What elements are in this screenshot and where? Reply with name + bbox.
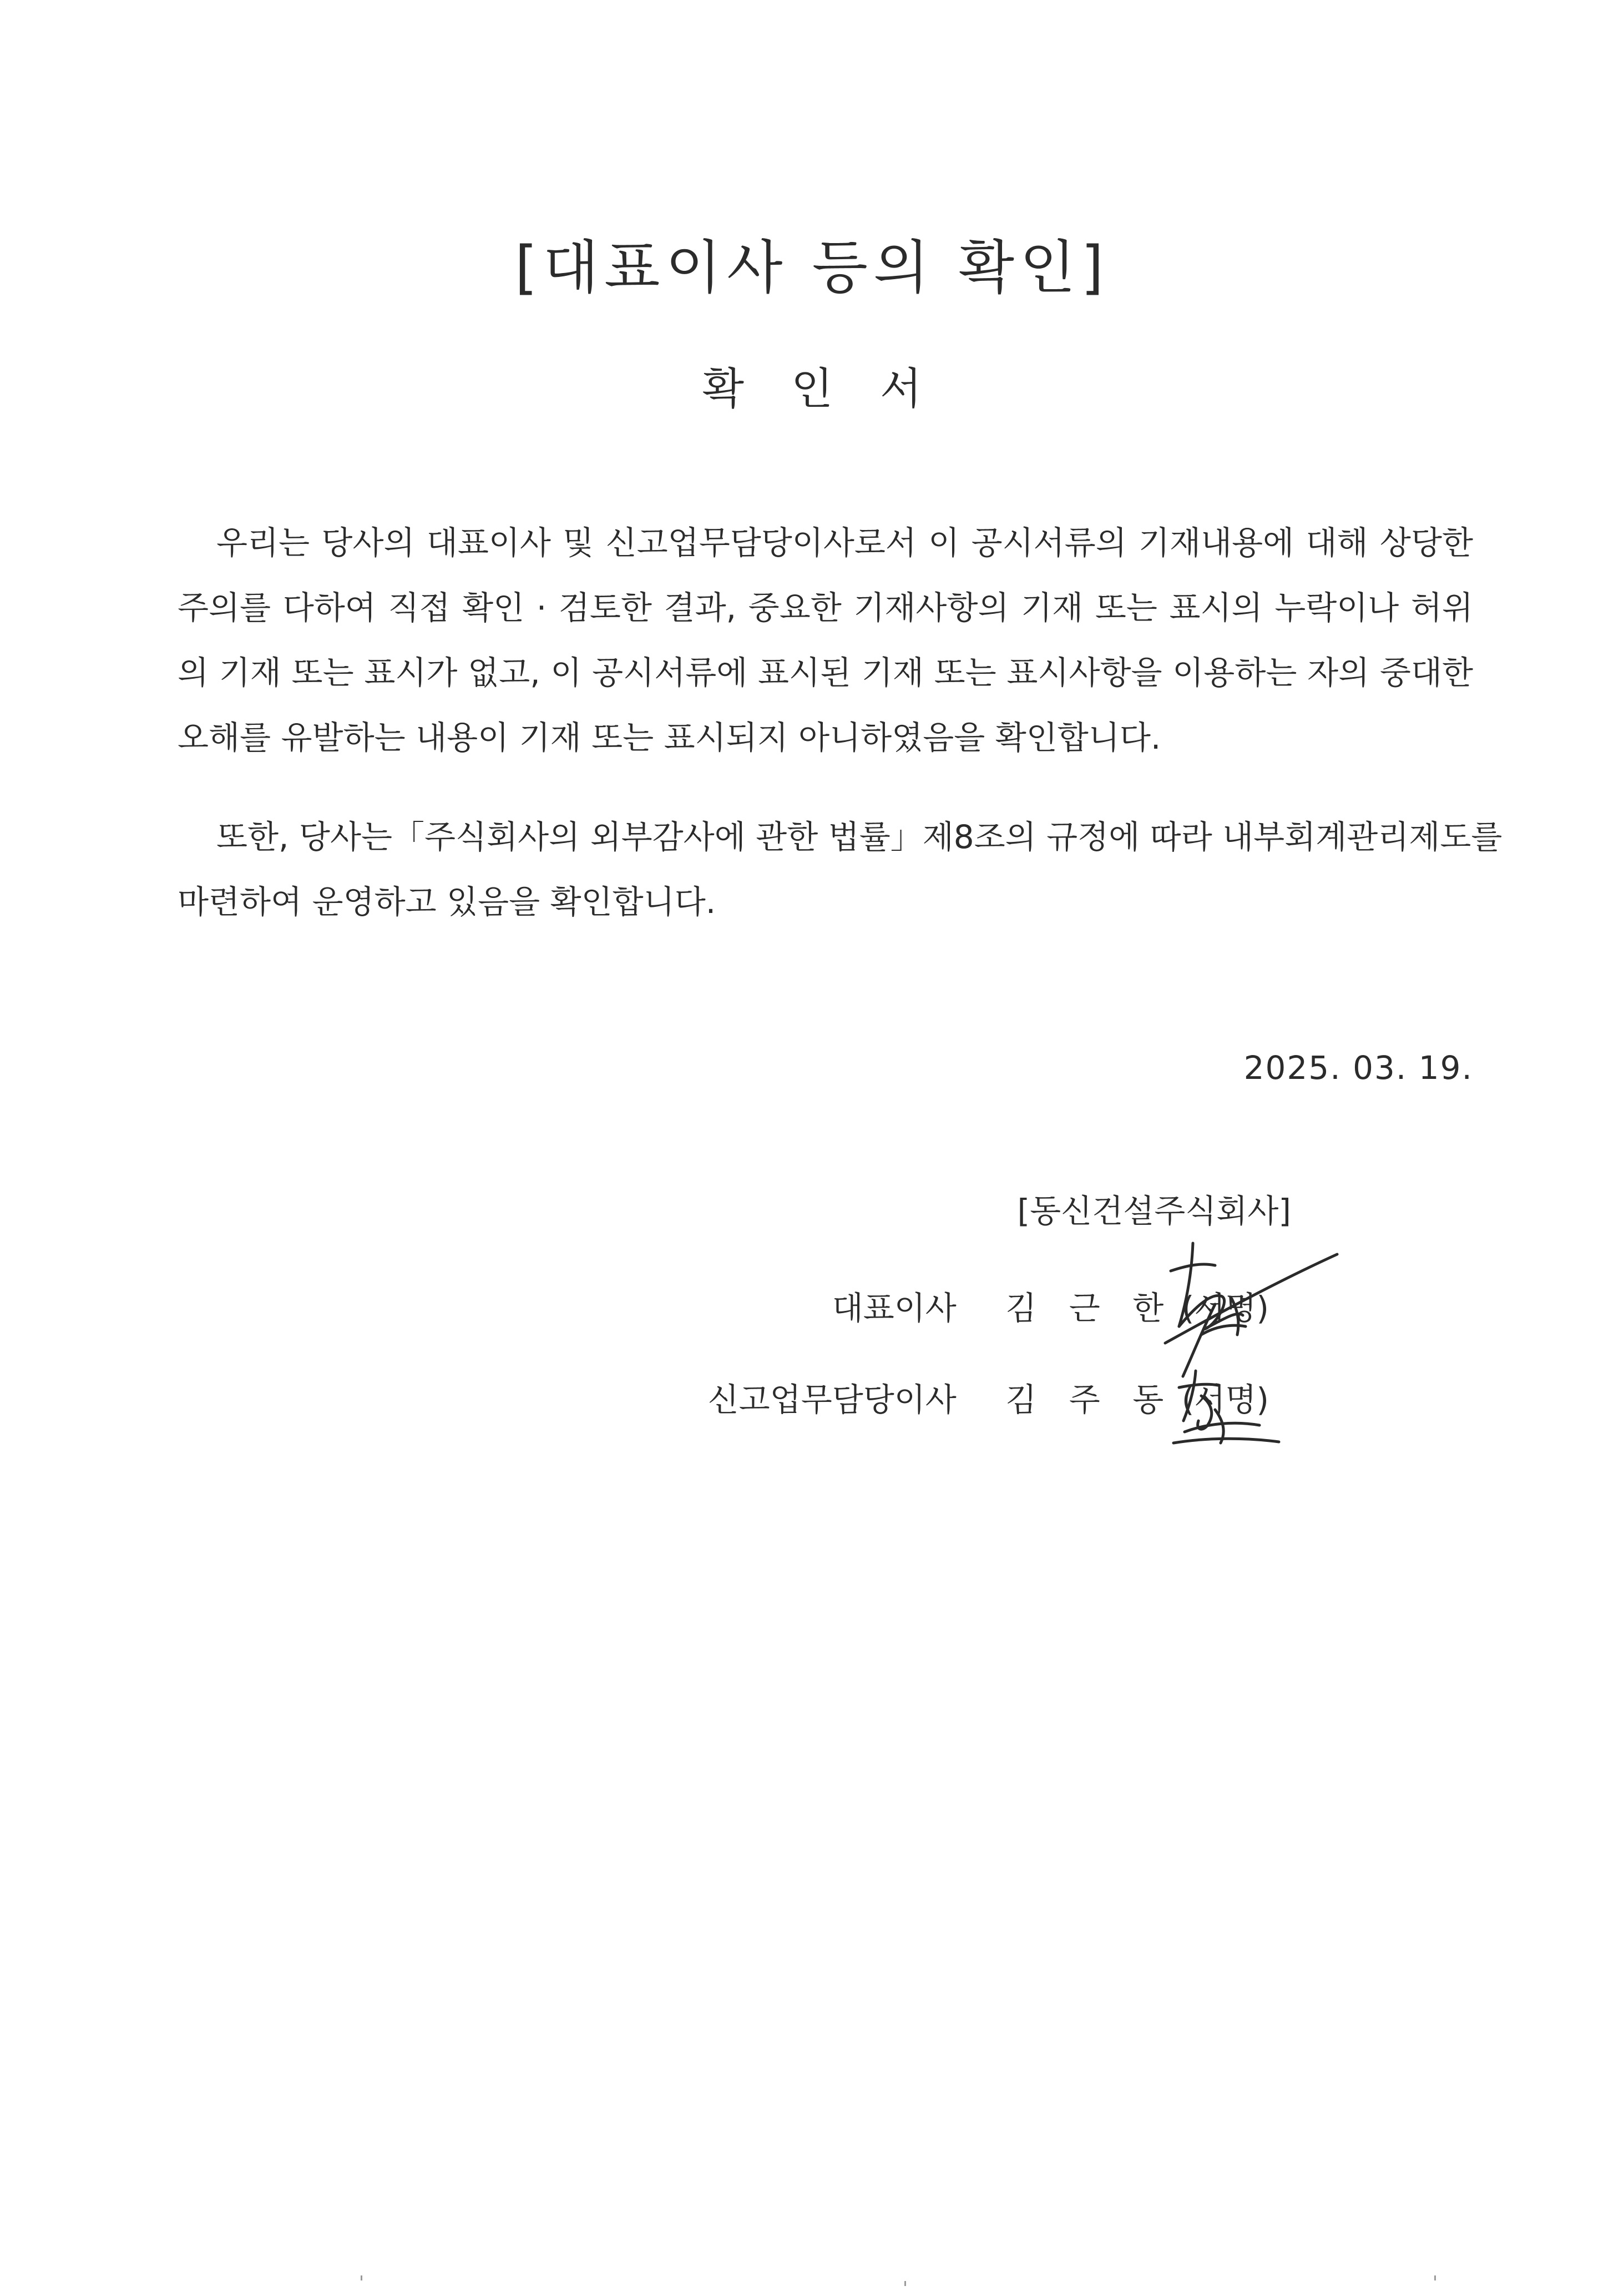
paragraph-line: 주의를 다하여 직접 확인 · 검토한 결과, 중요한 기재사항의 기재 또는 표시의 누락이나 허위 (178, 589, 1473, 627)
document-subheading: 확 인 서 (702, 364, 922, 414)
company-name: [동신건설주식회사] (1017, 1192, 1291, 1230)
signatory-name: 김 근 한 (1005, 1289, 1164, 1327)
paragraph-line: 오해를 유발하는 내용이 기재 또는 표시되지 아니하였음을 확인합니다. (178, 719, 1161, 756)
signature-mark-label: (서명) (1181, 1381, 1269, 1419)
signatory-role: 신고업무담당이사 (707, 1381, 957, 1419)
scan-speck (904, 2281, 906, 2286)
confirmation-paragraph (178, 511, 1473, 770)
signatory-name: 김 주 동 (1005, 1381, 1164, 1419)
paragraph-line: 의 기재 또는 표시가 없고, 이 공시서류에 표시된 기재 또는 표시사항을 이용하는 자의 중대한 (178, 654, 1473, 692)
paragraph-line: 우리는 당사의 대표이사 및 신고업무담당이사로서 이 공시서류의 기재내용에 대해 상당한 (216, 524, 1473, 562)
scan-speck (1434, 2275, 1436, 2280)
paragraph-line: 마련하여 운영하고 있음을 확인합니다. (178, 883, 716, 921)
signatory-role: 대표이사 (832, 1289, 957, 1327)
paragraph-line: 또한, 당사는「주식회사의 외부감사에 관한 법률」제8조의 규정에 따라 내부회계관리제도를 (216, 818, 1502, 856)
internal-control-paragraph (178, 805, 1502, 935)
document-date: 2025. 03. 19. (1243, 1049, 1473, 1087)
scan-speck (361, 2275, 362, 2280)
signature-mark-label: (서명) (1181, 1289, 1269, 1327)
document-heading: [대표이사 등의 확인] (515, 234, 1109, 301)
disclosure-officer-handwritten-signature (1162, 1354, 1284, 1454)
